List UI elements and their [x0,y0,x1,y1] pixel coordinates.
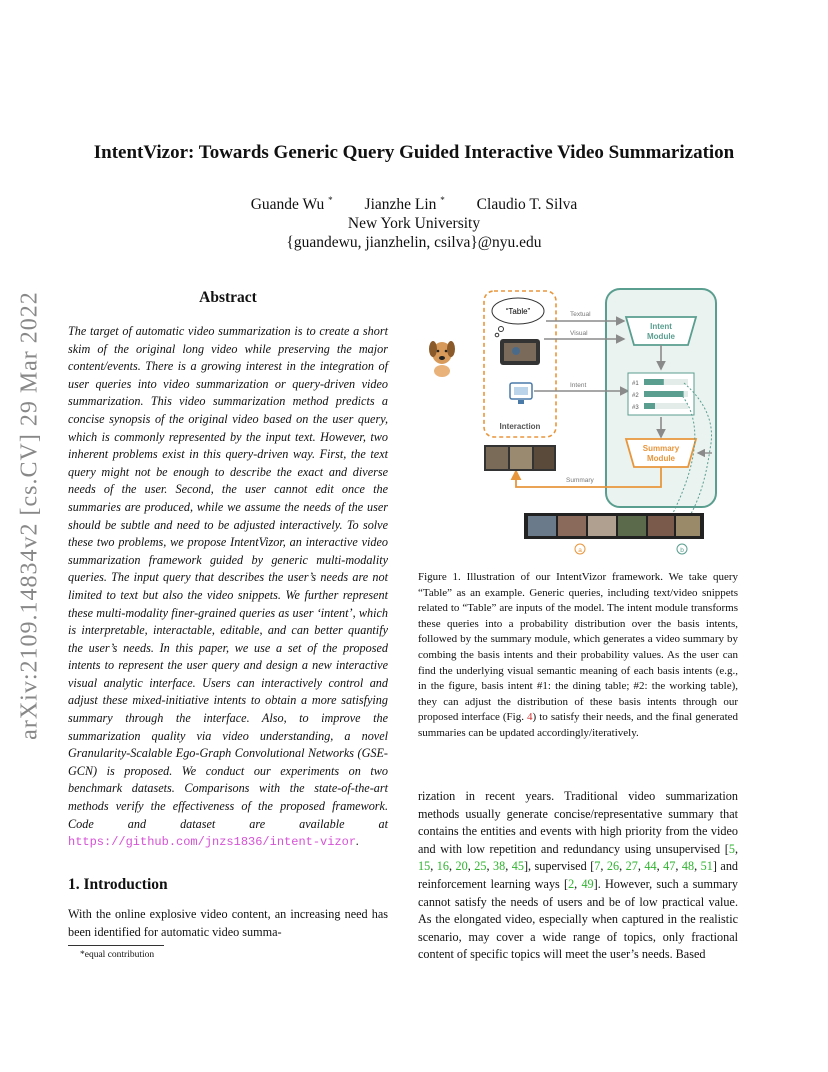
summary-frames [484,445,556,471]
citation-link[interactable]: 49 [581,876,594,891]
section-heading-introduction: 1. Introduction [68,876,168,893]
video-snippet [500,339,540,365]
author-3: Claudio T. Silva [476,196,578,214]
svg-text:“Table”: “Table” [505,307,531,316]
citations-reinforcement: 2, 49 [568,876,594,891]
author-2: Jianzhe Lin * [364,195,445,214]
code-link[interactable]: https://github.com/jnzs1836/intent-vizor [68,835,357,850]
right-column-text: rization in recent years. Traditional video summarization methods usually generate concise/representative summary that contains the entities and events with high priority from the video and with low repetition and redundancy using unsupervised [5, 15, 16, 20, 25, 38, 45], supervised [7, 26, 27, 44, 47, 48, 51] and reinforcement learning ways [2, 49]. However, such a summary cannot satisfy the needs of users and be of low practical value. As the elongated video, especially when captured in the realistic scenario, may cover a wide range of topics, only fractional content of specific topics will meet the user’s needs. Based [418,789,739,962]
svg-text:Module: Module [647,454,675,463]
intent-id-label: #3 [632,405,639,411]
citation-link[interactable]: 27 [625,859,638,874]
footnote: *equal contribution [80,950,155,960]
intent-id-label: #2 [632,393,639,399]
citation-link[interactable]: 48 [681,859,695,874]
citations-supervised: 7, 26, 27, 44, 47, 48, 51 [594,859,713,874]
citations-unsupervised: 5, 15, 16, 20, 25, 38, 45 [418,841,738,874]
author-emails: {guandewu, jianzhelin, csilva}@nyu.edu [286,234,542,251]
author-1: Guande Wu * [250,195,333,214]
svg-text:Summary: Summary [642,444,680,453]
intent-bar [644,379,664,385]
svg-text:Intent: Intent [570,382,587,389]
svg-text:Intent: Intent [650,322,672,331]
citation-link[interactable]: 7 [594,859,601,874]
citation-link[interactable]: 25 [474,859,487,874]
affiliation: New York University [347,215,481,232]
user-dog-icon [429,341,455,377]
citation-link[interactable]: 16 [436,859,449,874]
citation-link[interactable]: 15 [418,859,431,874]
svg-text:b: b [680,547,684,554]
intent-id-label: #1 [632,381,639,387]
svg-text:Module: Module [647,332,675,341]
arxiv-stamp: arXiv:2109.14834v2 [cs.CV] 29 Mar 2022 [16,291,43,740]
svg-text:Summary: Summary [566,477,594,484]
svg-text:a: a [578,547,582,554]
citation-link[interactable]: 45 [511,859,524,874]
citation-link[interactable]: 47 [663,859,676,874]
figure-caption: Figure 1. Illustration of our IntentVizor framework. We take query “Table” as an example. Generic queries, including text/video snippets related to “Table” are inputs of the model. The intent module transforms these queries into a probability distribution over the basis intents, followed by the summary module, which generates a video summary by combing the basis intents and their probability values. As the user can find the underlying visual semantic meaning of each basis intents (e.g., in the figure, basis intent #1: the dining table; #2: the working table), they can adjust the distribution of these basis intents through our proposed interface (Fig. 4) to satisfy their needs, and the final generated summaries can be updated accordingly/iteratively. [418,571,739,739]
input-video-filmstrip [524,513,704,539]
citation-link[interactable]: 44 [644,859,657,874]
query-bubble [492,298,544,337]
intent-bar [644,391,684,397]
citation-link[interactable]: 5 [728,841,735,856]
paper-title: IntentVizor: Towards Generic Query Guided Interactive Video Summarization [93,142,735,163]
svg-text:Visual: Visual [570,330,588,337]
svg-text:Textual: Textual [570,311,591,318]
abstract-text: The target of automatic video summarization is to create a short skim of the original long video while preserving the major content/events. There is a growing interest in the integration of user queries into video summarization or query-driven video summarization. This video summarization method predicts a concise synopsis of the original video based on the user query, which is commonly represented by the input text. However, two inherent problems exist in this query-driven way. First, the text query might not be enough to describe the exact and diverse needs of the user. Second, the user cannot edit once the summaries are produced, while we assume the needs of the user should be subtle and need to be adjusted interactively. To solve these two problems, we propose IntentVizor, an interactive video summarization framework guided by generic multi-modality queries. The input query that describes the user’s needs are not limited to text but also the video snippets. We further represent these multi-modality finer-grained queries as user ‘intent’, which is interpretable, interactable, editable, and can better quantify the user’s needs. In this paper, we use a set of the proposed intents to represent the user query and design a new interactive visual analytic interface. Users can interactively control and adjust these mixed-initiative intents to obtain a more satisfying summary through the interface. Also, to improve the summarization quality via video understanding, a novel Granularity-Scalable Ego-Graph Convolutional Networks (GSE-GCN) is proposed. We conduct our experiments on two benchmark datasets. Comparisons with the state-of-the-art methods verify the effectiveness of the proposed framework. Code and dataset are available at https://github.com/jnzs1836/intent-vizor. [68,324,388,850]
svg-text:Interaction: Interaction [499,422,541,431]
citation-link[interactable]: 20 [455,859,468,874]
figure-1-diagram [418,283,738,555]
author-list [0,195,828,214]
citation-link[interactable]: 2 [568,876,575,891]
figure-ref-link[interactable]: 4 [527,711,533,724]
abstract-heading: Abstract [199,289,257,306]
citation-link[interactable]: 38 [493,859,506,874]
intent-bar [644,403,655,409]
citation-link[interactable]: 51 [700,859,713,874]
footnote-rule [68,945,164,946]
introduction-text: With the online explosive video content, an increasing need has been identified for automatic video summa- [68,907,388,939]
computer-icon [510,383,532,404]
citation-link[interactable]: 26 [606,859,620,874]
